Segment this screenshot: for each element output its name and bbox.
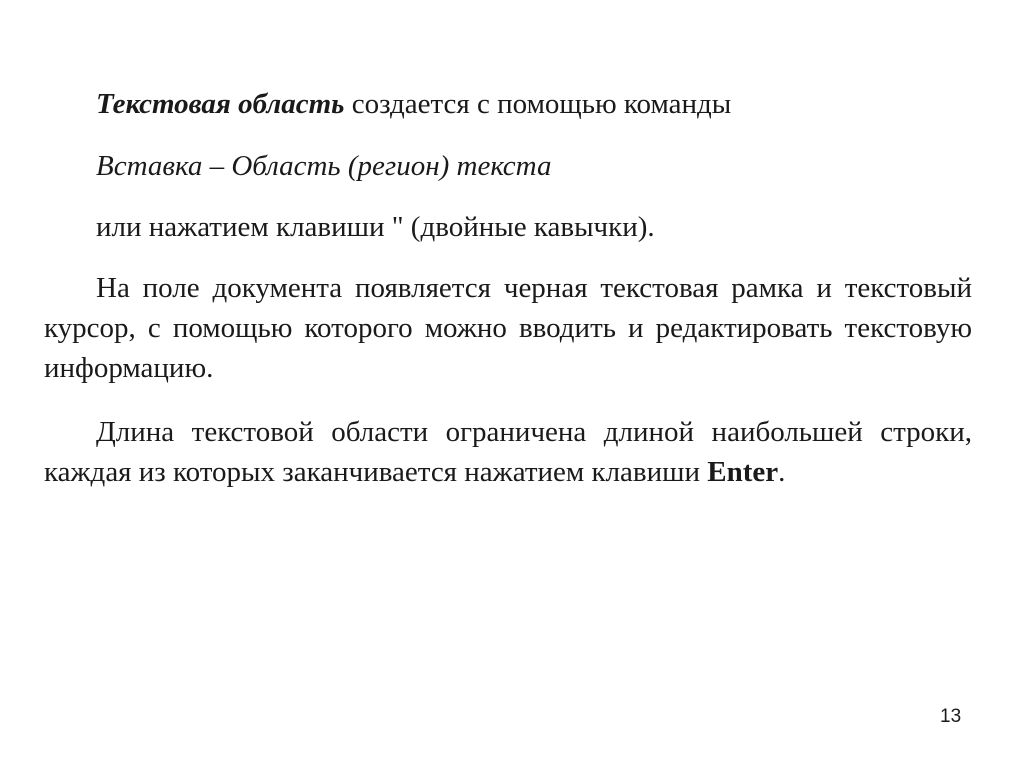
paragraph-end-punctuation: . [778, 456, 786, 488]
paragraph-area-length-text: Длина текстовой области ограничена длиной наибольшей строки, каждая из которых заканчивается нажатием клавиши [44, 416, 972, 488]
intro-line-rest: создается с помощью команды [344, 88, 732, 120]
paragraph-text-frame: На поле документа появляется черная текстовая рамка и текстовый курсор, с помощью которого можно вводить и редактировать текстовую информацию. [44, 272, 972, 384]
enter-key-label: Enter [707, 456, 779, 488]
intro-line [96, 84, 731, 124]
paragraph-area-length [44, 412, 972, 492]
menu-command-line: Вставка – Область (регион) текста [96, 150, 552, 182]
term-text-area: Текстовая область [96, 88, 345, 120]
shortcut-line: или нажатием клавиши " (двойные кавычки). [96, 211, 655, 243]
page-number: 13 [940, 706, 962, 727]
